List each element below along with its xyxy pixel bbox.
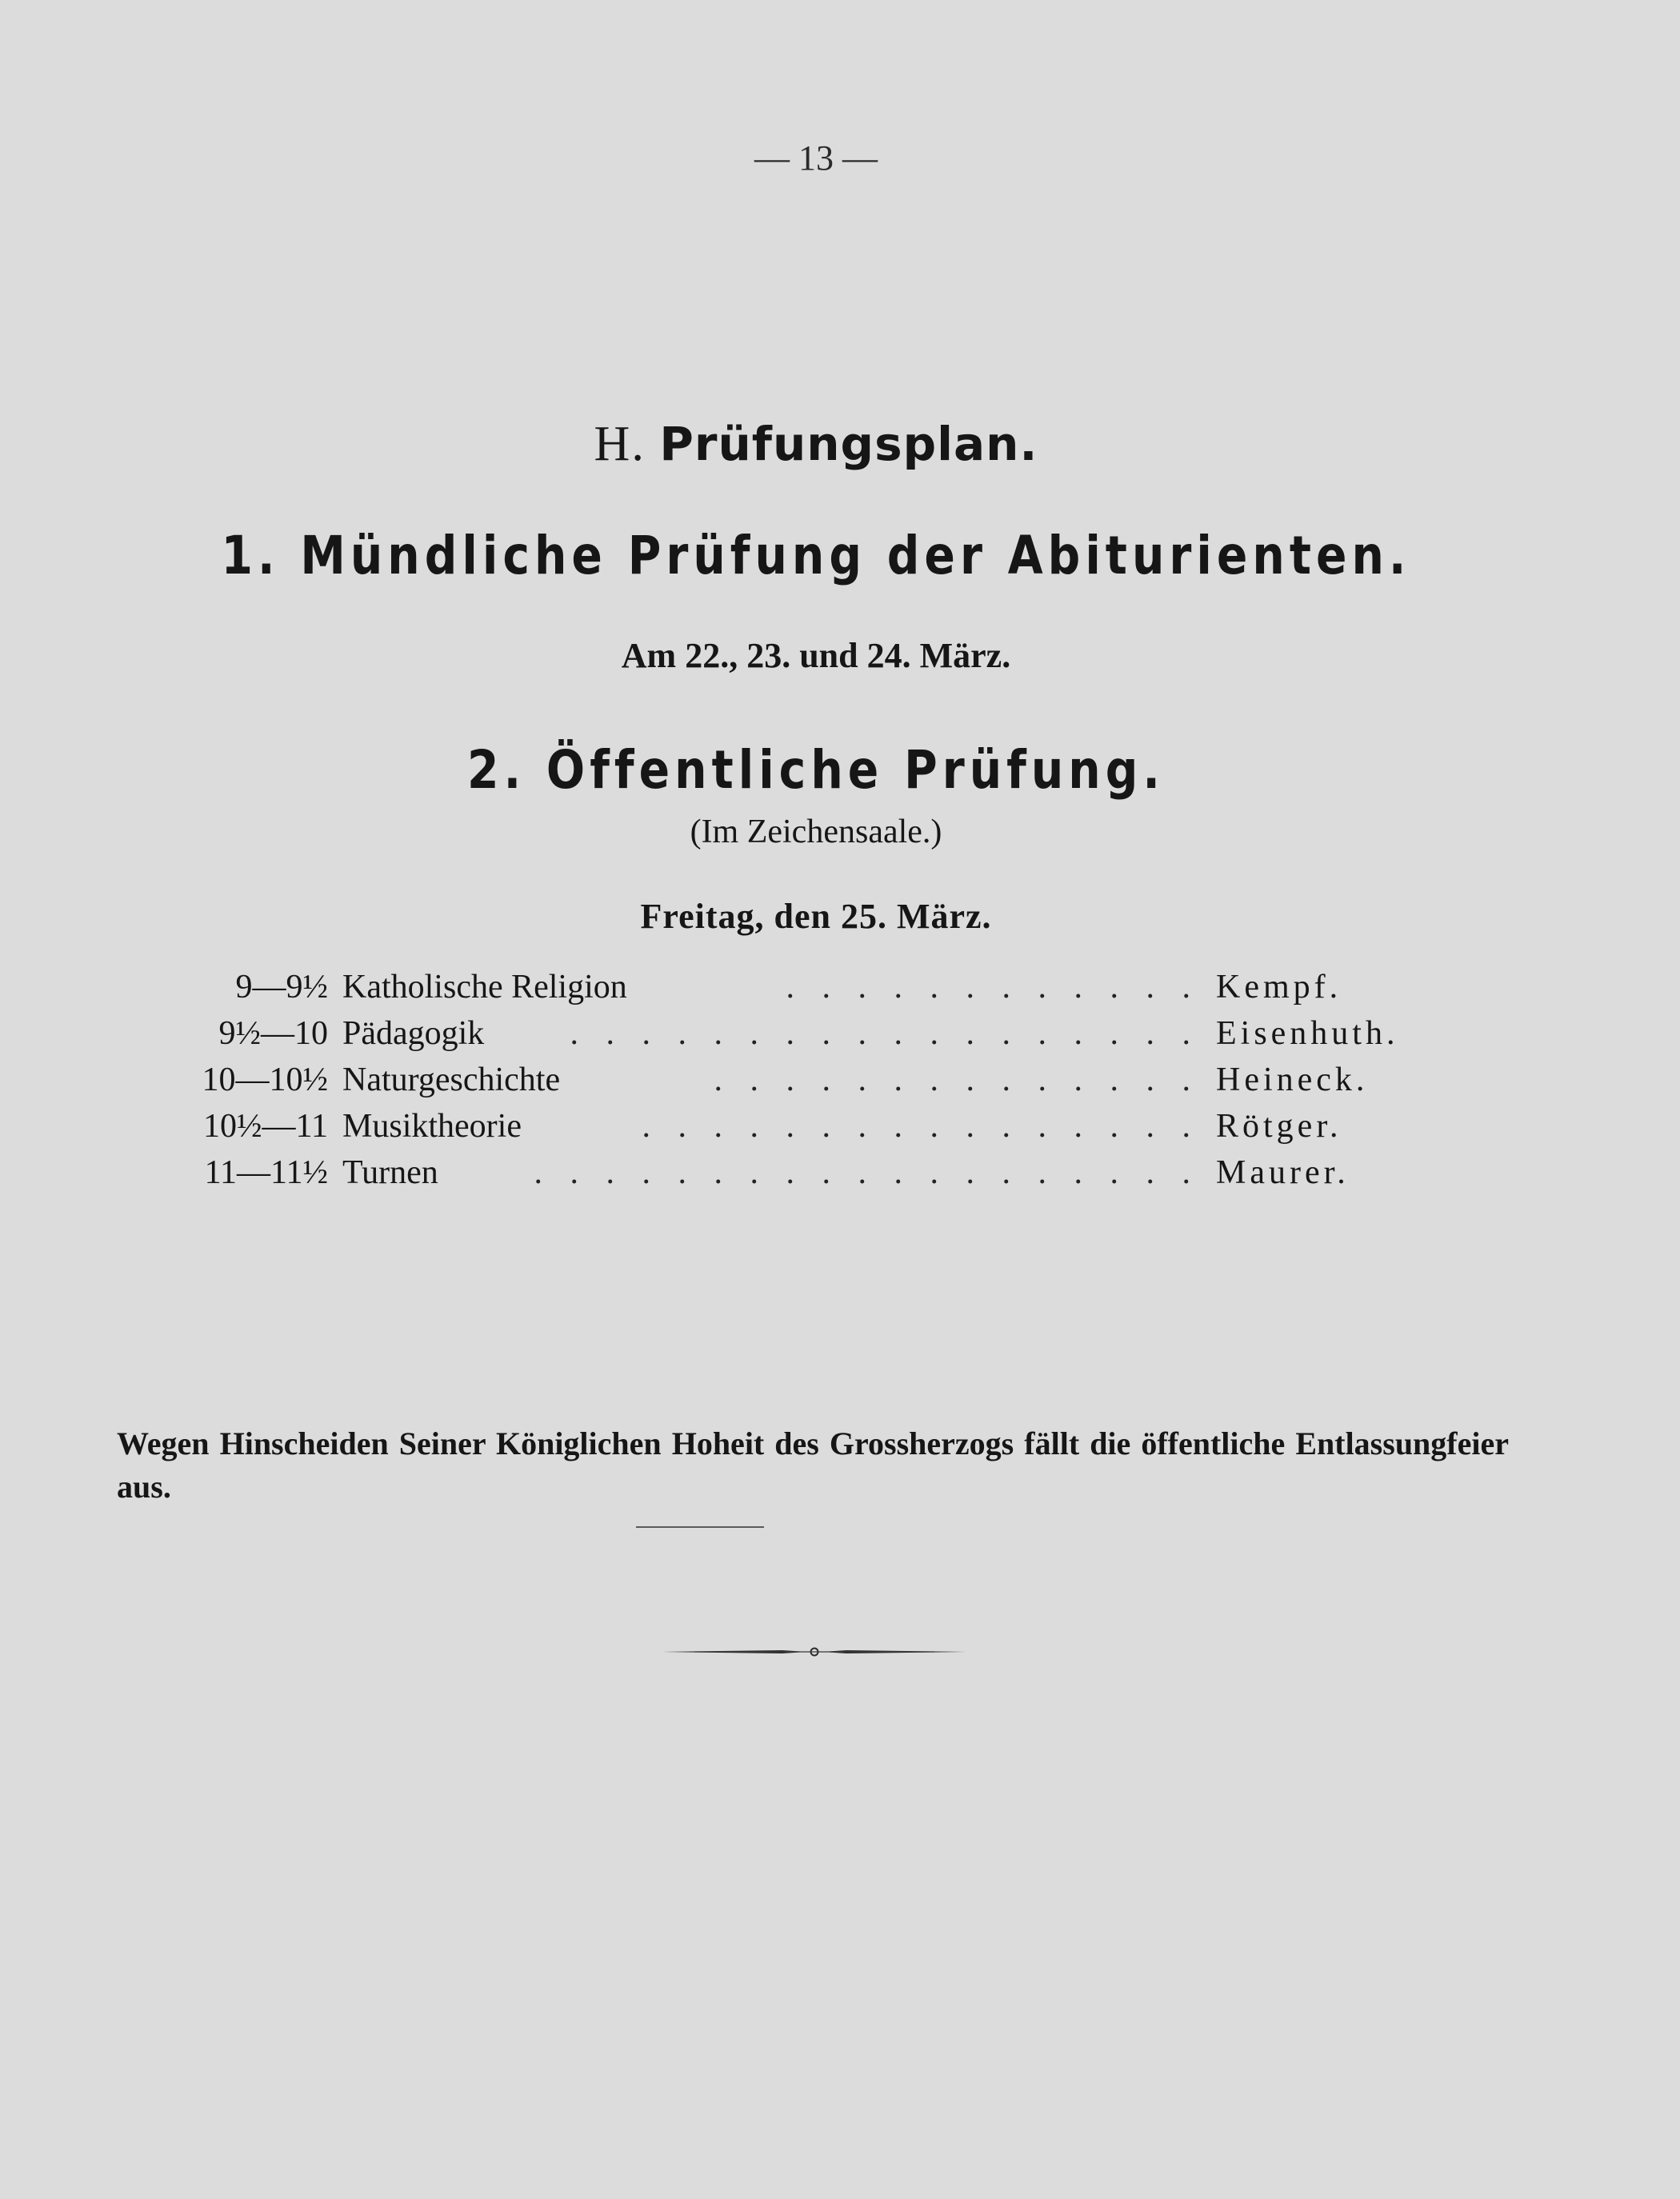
section-letter: H. — [594, 417, 646, 471]
schedule-subject: Turnen — [342, 1154, 438, 1191]
schedule-subject: Musiktheorie — [342, 1108, 522, 1145]
schedule-time: 11—11½ — [204, 1154, 328, 1191]
section-title — [0, 416, 1632, 473]
schedule-row — [0, 1107, 1680, 1153]
schedule-teacher: Rötger. — [1216, 1108, 1342, 1145]
public-exam-location: (Im Zeichensaale.) — [690, 814, 942, 850]
dot-leader: . . . . . . . . . . . . . . . . . . — [570, 1015, 1200, 1052]
dot-leader: . . . . . . . . . . . . . . . . . . . — [534, 1154, 1200, 1191]
public-exam-heading: 2. Öffentliche Prüfung. — [467, 739, 1165, 801]
short-rule — [636, 1526, 764, 1528]
oral-exam-heading: 1. Mündliche Prüfung der Abiturienten. — [221, 525, 1411, 586]
exam-schedule — [0, 968, 1680, 1200]
schedule-teacher: Eisenhuth. — [1216, 1015, 1399, 1052]
section-title-text: Prüfungsplan. — [659, 417, 1038, 471]
schedule-teacher: Heineck. — [1216, 1062, 1369, 1098]
schedule-teacher: Kempf. — [1216, 969, 1342, 1006]
page-number: — 13 — — [754, 138, 878, 178]
public-exam-day: Freitag, den 25. März. — [640, 897, 992, 936]
schedule-subject: Katholische Religion — [342, 969, 627, 1006]
cancellation-notice: Wegen Hinscheiden Seiner Königlichen Hoheit des Grossherzogs fällt die öffentliche Entlassungfeier aus. — [117, 1425, 1509, 1505]
schedule-row — [0, 1061, 1680, 1107]
dot-leader: . . . . . . . . . . . . . . — [714, 1062, 1200, 1098]
schedule-time: 9½—10 — [218, 1015, 328, 1052]
schedule-row — [0, 1153, 1680, 1200]
dot-leader: . . . . . . . . . . . . — [786, 969, 1200, 1006]
schedule-subject: Naturgeschichte — [342, 1062, 561, 1098]
schedule-time: 10—10½ — [202, 1062, 328, 1098]
schedule-row — [0, 968, 1680, 1014]
oral-exam-dates: Am 22., 23. und 24. März. — [621, 636, 1011, 675]
dot-leader: . . . . . . . . . . . . . . . . — [642, 1108, 1200, 1145]
schedule-teacher: Maurer. — [1216, 1154, 1350, 1191]
schedule-row — [0, 1014, 1680, 1061]
ornament-divider-icon — [662, 1640, 966, 1664]
schedule-time: 9—9½ — [235, 969, 328, 1006]
schedule-subject: Pädagogik — [342, 1015, 485, 1052]
schedule-time: 10½—11 — [203, 1108, 328, 1145]
